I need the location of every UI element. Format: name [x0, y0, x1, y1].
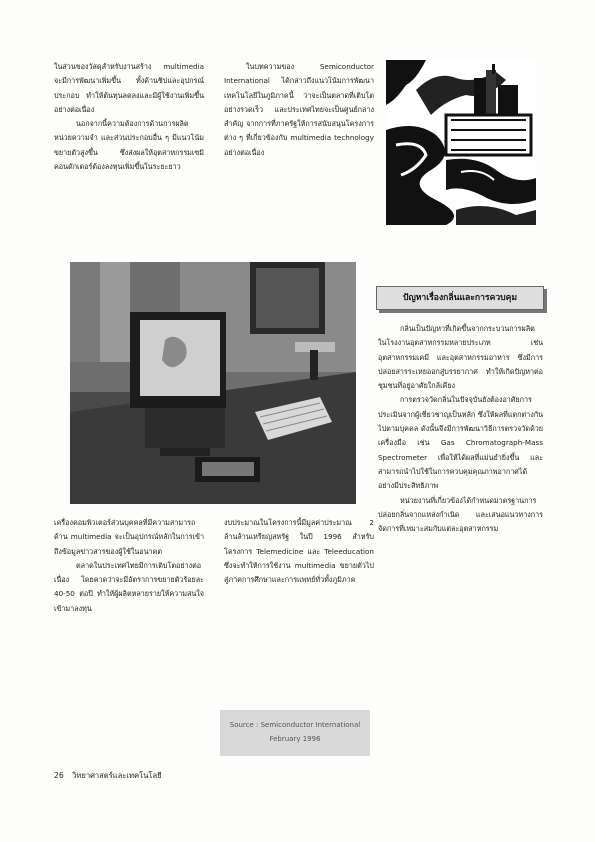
paragraph: ในส่วนของวัสดุสำหรับงานสร้าง multimedia จะมีการพัฒนาเพิ่มขึ้น ทั้งด้านชิปและอุปกรณ์ประกอบ ทำให้ต้นทุนลดลงและมีผู้ใช้งานเพิ่มขึ้นอย่างต่อเนื่อง: [54, 62, 204, 114]
paragraph: เครื่องคอมพิวเตอร์ส่วนบุคคลที่มีความสามารถด้าน multimedia จะเป็นอุปกรณ์หลักในการเข้าถึงข้อมูลข่าวสารของผู้ใช้ในอนาคต: [54, 518, 204, 556]
paragraph: ตลาดในประเทศไทยมีการเติบโตอย่างต่อเนื่อง โดยคาดว่าจะมีอัตราการขยายตัวร้อยละ 40-50 ต่อปี ทำให้ผู้ผลิตหลายรายให้ความสนใจเข้ามาลงทุน: [54, 560, 204, 613]
paragraph: การตรวจวัดกลิ่นในปัจจุบันยังต้องอาศัยการประเมินจากผู้เชี่ยวชาญเป็นหลัก ซึ่งให้ผลที่แตกต่างกันไปตามบุคคล ดังนั้นจึงมีการพัฒนาวิธีการตรวจวัดด้วยเครื่องมือ เช่น Gas Chromatograph-Mass Spectrometer เพื่อให้ได้ผลที่แม่นยำยิ่งขึ้น และสามารถนำไปใช้ในการควบคุมคุณภาพอากาศได้อย่างมีประสิทธิภาพ: [378, 395, 543, 491]
caption-source: Source : Semiconductor International: [229, 721, 361, 729]
text-column-right: [378, 322, 543, 536]
paragraph: งบประมาณในโครงการนี้มีมูลค่าประมาณ 2 ล้านล้านเหรียญสหรัฐ ในปี 1996 สำหรับโครงการ Telemedicine และ Teleeducation ซึ่งจะทำให้การใช้งาน multimedia ขยายตัวไปสู่ภาคการศึกษาและการแพทย์ทั่วทั้งภูมิภาค: [224, 518, 374, 585]
page-footer: [54, 770, 168, 782]
magazine-title: วิทยาศาสตร์และเทคโนโลยี: [72, 771, 162, 780]
factory-illustration: [386, 60, 536, 225]
paragraph: ในบทความของ Semiconductor International ได้กล่าวถึงแนวโน้มการพัฒนาเทคโนโลยีในภูมิภาคนี้ ว่าจะเป็นตลาดที่เติบโตอย่างรวดเร็ว และประเทศไทยจะเป็นศูนย์กลางสำคัญ จากการที่ภาครัฐให้การสนับสนุนโครงการต่าง ๆ ที่เกี่ยวข้องกับ multimedia technology อย่างต่อเนื่อง: [224, 62, 374, 157]
photo-caption: [220, 710, 370, 756]
page-number: 26: [54, 771, 64, 780]
paragraph: หน่วยงานที่เกี่ยวข้องได้กำหนดมาตรฐานการปล่อยกลิ่นจากแหล่งกำเนิด และเสนอแนวทางการจัดการที่เหมาะสมกับแต่ละอุตสาหกรรม: [378, 495, 543, 534]
text-column-top-middle: [224, 60, 374, 160]
caption-date: February 1996: [269, 735, 321, 743]
section-header: ปัญหาเรื่องกลิ่นและการควบคุม: [376, 286, 544, 310]
text-column-bottom-left: [54, 516, 204, 616]
computer-workstation-photo: [70, 262, 356, 504]
paragraph: นอกจากนี้ความต้องการด้านการผลิตหน่วยความจำ และส่วนประกอบอื่น ๆ มีแนวโน้มขยายตัวสูงขึ้น ซึ่งส่งผลให้อุตสาหกรรมเซมิคอนดักเตอร์ต้องลงทุนเพิ่มขึ้นในระยะยาว: [54, 119, 204, 172]
text-column-bottom-middle: [224, 516, 374, 587]
paragraph: กลิ่นเป็นปัญหาที่เกิดขึ้นจากกระบวนการผลิตในโรงงานอุตสาหกรรมหลายประเภท เช่น อุตสาหกรรมเคมี และอุตสาหกรรมอาหาร ซึ่งมีการปล่อยสารระเหยออกสู่บรรยากาศ ทำให้เกิดปัญหาต่อชุมชนที่อยู่อาศัยใกล้เคียง: [378, 324, 543, 391]
text-column-top-left: [54, 60, 204, 174]
